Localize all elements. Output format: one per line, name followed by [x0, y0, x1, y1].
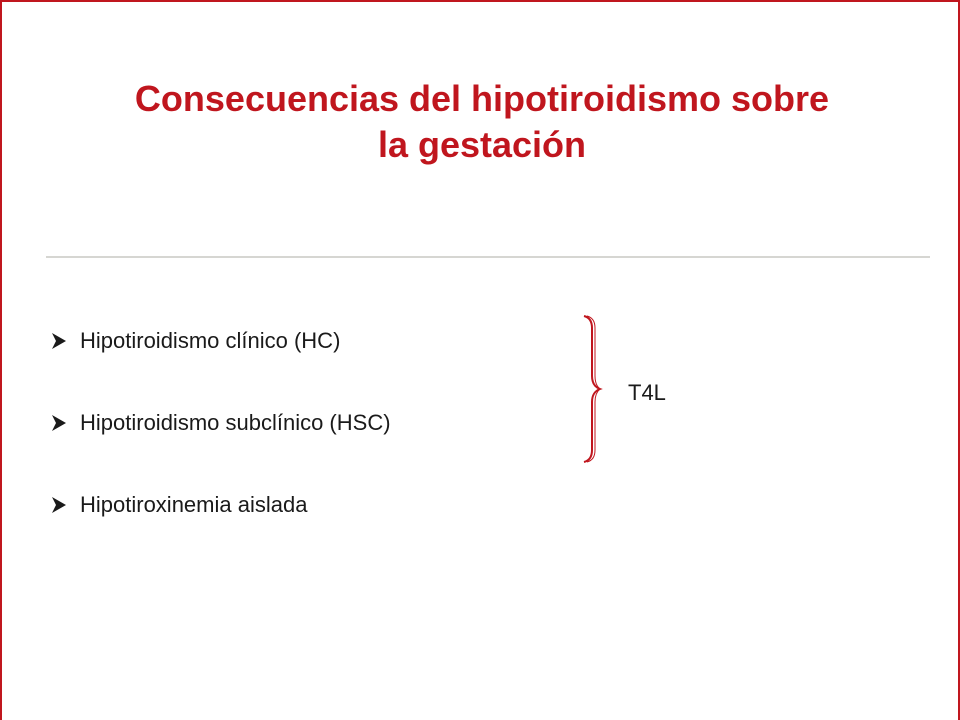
title-divider — [46, 256, 930, 258]
title-line-1: Consecuencias del hipotiroidismo sobre — [134, 78, 830, 119]
arrow-bullet-icon — [50, 331, 68, 351]
arrow-bullet-icon — [50, 495, 68, 515]
slide-title — [62, 76, 902, 168]
bullet-label: Hipotiroxinemia aislada — [80, 492, 308, 517]
title-line-2: la gestación — [377, 124, 587, 165]
bullet-label: Hipotiroidismo clínico (HC) — [80, 328, 341, 353]
brace-label: T4L — [628, 380, 666, 405]
right-brace-icon — [580, 314, 604, 464]
bullet-label: Hipotiroidismo subclínico (HSC) — [80, 410, 391, 435]
arrow-bullet-icon — [50, 413, 68, 433]
